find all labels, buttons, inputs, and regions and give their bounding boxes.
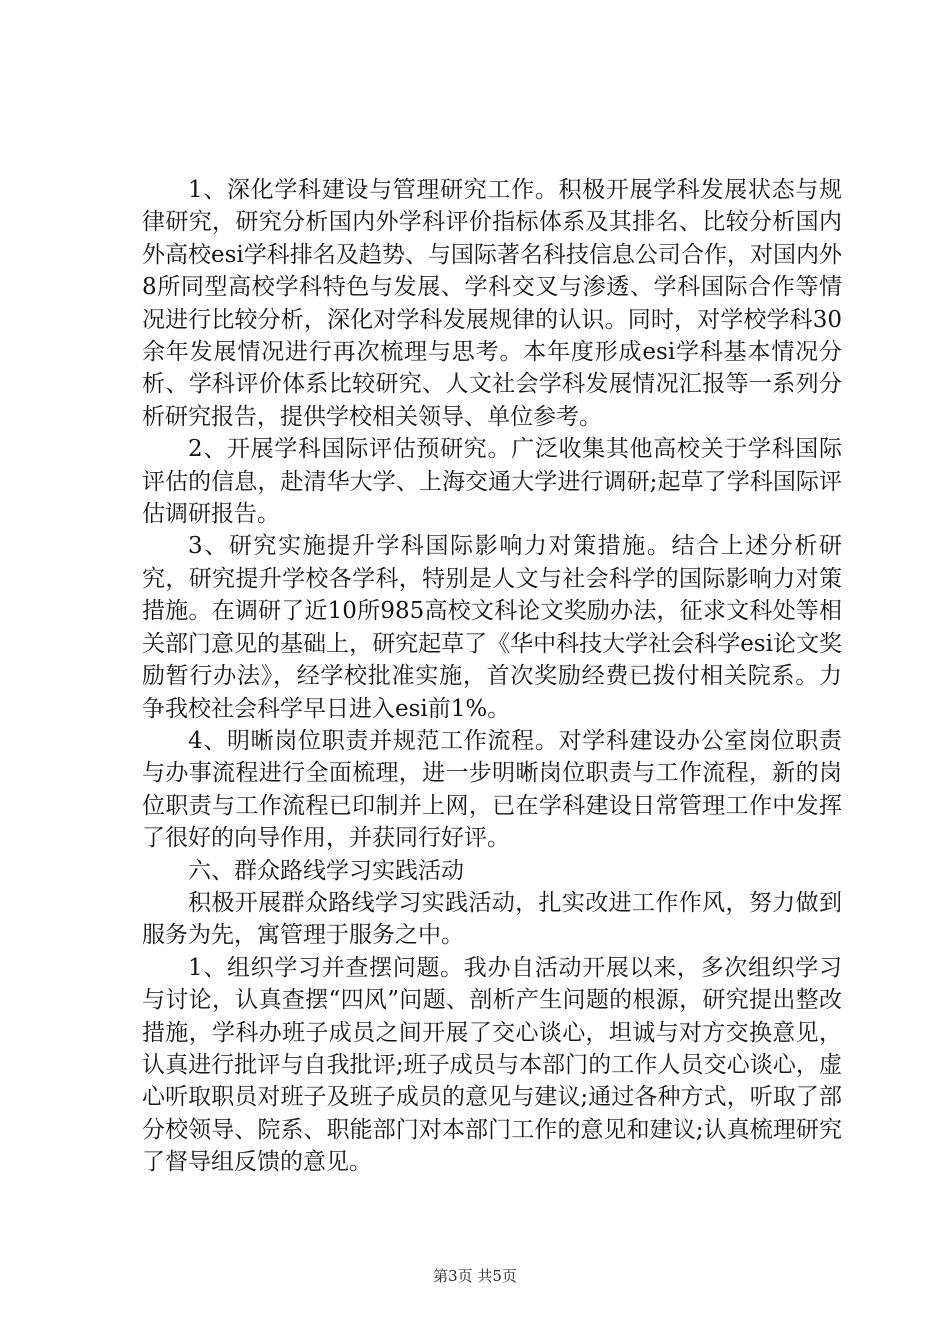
section-heading-mass-line: 六、群众路线学习实践活动 <box>188 857 464 884</box>
page-number-footer: 第3页 共5页 <box>433 1267 517 1285</box>
paragraph-international-evaluation: 2、开展学科国际评估预研究。广泛收集其他高校关于学科国际评估的信息，赴清华大学、上海交通大学进行调研;起草了学科国际评估调研报告。 <box>142 436 842 528</box>
paragraph-international-influence: 3、研究实施提升学科国际影响力对策措施。结合上述分析研究，研究提升学校各学科，特别是人文与社会科学的国际影响力对策措施。在调研了近10所985高校文科论文奖励办法，征求文科处等相关部门意见的基础上，研究起草了《华中科技大学社会科学esi论文奖励暂行办法》，经学校批准实施，首次奖励经费已拨付相关院系。力争我校社会科学早日进入esi前1%。 <box>142 533 842 722</box>
document-body <box>142 174 842 1179</box>
paragraph-organize-study: 1、组织学习并查摆问题。我办自活动开展以来，多次组织学习与讨论，认真查摆“四风”问题、剖析产生问题的根源，研究提出整改措施，学科办班子成员之间开展了交心谈心，坦诚与对方交换意见，认真进行批评与自我批评;班子成员与本部门的工作人员交心谈心，虚心听取职员对班子及班子成员的意见与建议;通过各种方式，听取了部分校领导、院系、职能部门对本部门工作的意见和建议;认真梳理研究了督导组反馈的意见。 <box>142 954 842 1176</box>
paragraph-discipline-research: 1、深化学科建设与管理研究工作。积极开展学科发展状态与规律研究，研究分析国内外学科评价指标体系及其排名、比较分析国内外高校esi学科排名及趋势、与国际著名科技信息公司合作，对国内外8所同型高校学科特色与发展、学科交叉与渗透、学科国际合作等情况进行比较分析，深化对学科发展规律的认识。同时，对学校学科30余年发展情况进行再次梳理与思考。本年度形成esi学科基本情况分析、学科评价体系比较研究、人文社会学科发展情况汇报等一系列分析研究报告，提供学校相关领导、单位参考。 <box>142 177 842 430</box>
paragraph-job-responsibilities: 4、明晰岗位职责并规范工作流程。对学科建设办公室岗位职责与办事流程进行全面梳理，进一步明晰岗位职责与工作流程，新的岗位职责与工作流程已印制并上网，已在学科建设日常管理工作中发挥了很好的向导作用，并获同行好评。 <box>142 727 842 852</box>
paragraph-mass-line-intro: 积极开展群众路线学习实践活动，扎实改进工作作风，努力做到服务为先，寓管理于服务之中。 <box>142 889 842 949</box>
